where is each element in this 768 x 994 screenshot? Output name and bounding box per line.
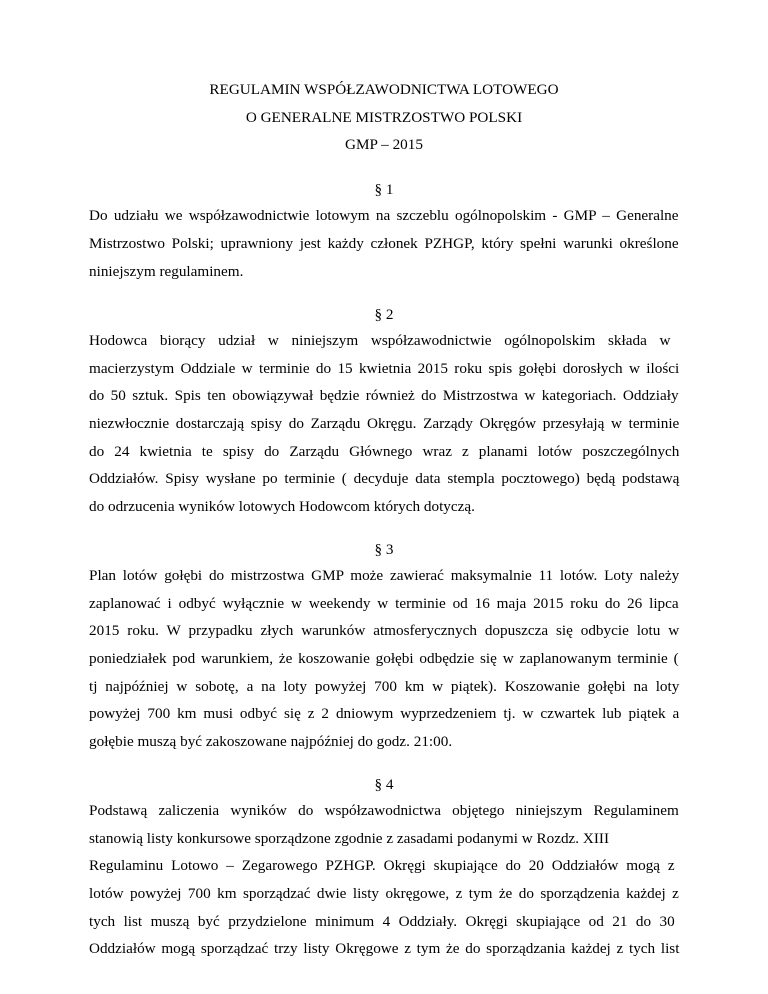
- section-1-line: niniejszym regulaminem.: [89, 263, 244, 280]
- section-4-line: Oddziałów mogą sporządzać trzy listy Okręgowe z tym że do sporządzania każdej z tych list: [89, 940, 680, 957]
- section-2-line: do 24 kwietnia te spisy do Zarządu Głównego wraz z planami lotów poszczególnych: [89, 443, 680, 460]
- section-1-mark: § 1: [374, 181, 394, 198]
- section-3-line: poniedziałek pod warunkiem, że koszowanie gołębi odbędzie się w zaplanowanym terminie (: [89, 650, 679, 667]
- document-title-line-2: O GENERALNE MISTRZOSTWO POLSKI: [245, 109, 523, 126]
- section-4-line: stanowią listy konkursowe sporządzone zgodnie z zasadami podanymi w Rozdz. XIII: [89, 830, 610, 847]
- section-2-line: niezwłocznie dostarczają spisy do Zarządu Okręgu. Zarządy Okręgów przesyłają w terminie: [89, 415, 680, 432]
- section-2-line: do 50 sztuk. Spis ten obowiązywał będzie również do Mistrzostwa w kategoriach. Oddziały: [89, 387, 679, 404]
- section-2-line: Hodowca biorący udział w niniejszym współzawodnictwie ogólnopolskim składa w: [89, 332, 671, 349]
- section-2-line: macierzystym Oddziale w terminie do 15 kwietnia 2015 roku spis gołębi dorosłych w ilości: [89, 360, 680, 377]
- section-4-line: Podstawą zaliczenia wyników do współzawodnictwa objętego niniejszym Regulaminem: [89, 802, 679, 819]
- section-3-line: zaplanować i odbyć wyłącznie w weekendy w terminie od 16 maja 2015 roku do 26 lipca: [89, 595, 679, 612]
- section-4-line: Regulaminu Lotowo – Zegarowego PZHGP. Okręgi skupiające do 20 Oddziałów mogą z: [89, 857, 675, 874]
- section-3-line: Plan lotów gołębi do mistrzostwa GMP może zawierać maksymalnie 11 lotów. Loty należy: [89, 567, 680, 584]
- section-2-line: do odrzucenia wyników lotowych Hodowcom których dotyczą.: [89, 498, 475, 515]
- section-2-mark: § 2: [374, 306, 394, 323]
- section-3-line: 2015 roku. W przypadku złych warunków atmosferycznych dopuszcza się odbycie lotu w: [89, 622, 680, 639]
- section-3-line: gołębie muszą być zakoszowane najpóźniej do godz. 21:00.: [89, 733, 453, 750]
- document-title-line-3: GMP – 2015: [345, 136, 423, 153]
- section-1-line: Do udziału we współzawodnictwie lotowym na szczeblu ogólnopolskim - GMP – Generalne: [89, 207, 679, 224]
- section-3-line: tj najpóźniej w sobotę, a na loty powyżej 700 km w piątek). Koszowanie gołębi na loty: [89, 678, 680, 695]
- section-2-line: Oddziałów. Spisy wysłane po terminie ( decyduje data stempla pocztowego) będą podstawą: [89, 470, 680, 487]
- section-4-mark: § 4: [374, 776, 394, 793]
- section-4-line: lotów powyżej 700 km sporządzać dwie listy okręgowe, z tym że do sporządzenia każdej z: [89, 885, 679, 902]
- section-3-mark: § 3: [374, 541, 394, 558]
- document-title-line-1: REGULAMIN WSPÓŁZAWODNICTWA LOTOWEGO: [209, 81, 559, 98]
- section-1-line: Mistrzostwo Polski; uprawniony jest każdy członek PZHGP, który spełni warunki określone: [89, 235, 679, 252]
- section-3-line: powyżej 700 km musi odbyć się z 2 dniowym wyprzedzeniem tj. w czwartek lub piątek a: [89, 705, 680, 722]
- section-4-line: tych list muszą być przydzielone minimum 4 Oddziały. Okręgi skupiające od 21 do 30: [89, 913, 675, 930]
